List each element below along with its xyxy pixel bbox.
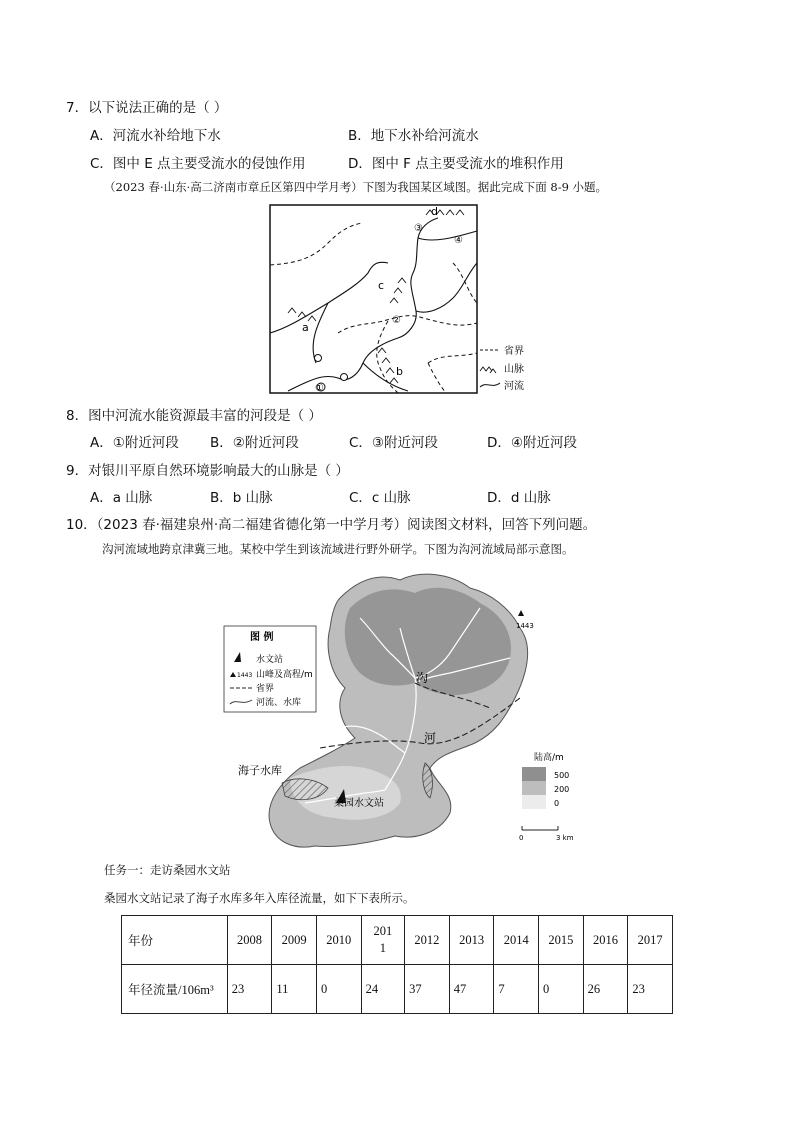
runoff-table (121, 915, 673, 1014)
table-year-cell: 2016 (583, 916, 628, 965)
q7-option-a: A．河流水补给地下水 (90, 128, 221, 144)
map2-legend-station: 水文站 (256, 655, 284, 665)
table-year-cell: 2013 (449, 916, 494, 965)
region-map (268, 203, 540, 396)
table-value-cell: 47 (449, 965, 494, 1014)
intro-8-9: （2023 春·山东·高二济南市章丘区第四中学月考）下图为我国某区域图。据此完成下面 8-9 小题。 (104, 180, 608, 194)
table-year-cell: 2017 (628, 916, 673, 965)
table-header-year: 年份 (122, 916, 228, 965)
map1-label-d: d (431, 205, 438, 218)
map2-legend-title: 图 例 (250, 632, 274, 643)
map2-river-char-2: 河 (424, 731, 437, 745)
table-year-cell: 2014 (494, 916, 539, 965)
table-year-cell: 2015 (539, 916, 584, 965)
q9-stem: 9．对银川平原自然环境影响最大的山脉是（ ） (66, 463, 349, 479)
q7-option-c: C．图中 E 点主要受流水的侵蚀作用 (90, 156, 306, 172)
map2-station-label: 桑园水文站 (334, 798, 384, 809)
table-row-runoff (122, 965, 673, 1014)
table-year-cell: 2012 (405, 916, 450, 965)
map1-point-3: ③ (414, 223, 423, 234)
map1-label-a: a (302, 321, 309, 334)
table-value-cell: 23 (628, 965, 673, 1014)
basin-map (220, 568, 580, 852)
map1-point-1: ① (315, 383, 324, 394)
map2-legend-peak-value: 1443 (237, 672, 253, 679)
q8-option-d: D．④附近河段 (487, 435, 577, 451)
map1-legend-border: 省界 (504, 346, 524, 357)
map2-scale-3km: 3 km (556, 834, 574, 842)
table-value-cell: 24 (361, 965, 405, 1014)
map1-point-4: ④ (454, 235, 463, 246)
q8-option-b: B．②附近河段 (210, 435, 299, 451)
task1-desc: 桑园水文站记录了海子水库多年入库径流量，如下下表所示。 (104, 891, 415, 905)
map2-river-char-1: 沟 (416, 671, 429, 685)
table-value-cell: 26 (583, 965, 628, 1014)
map1-legend-mountain: 山脉 (504, 364, 524, 375)
table-header-runoff: 年径流量/106m³ (122, 965, 228, 1014)
task1-title: 任务一：走访桑园水文站 (104, 863, 231, 877)
map2-legend-peak: 山峰及高程/m (256, 670, 313, 680)
map1-point-2: ② (392, 315, 401, 326)
table-year-cell: 2010 (316, 916, 361, 965)
q8-option-c: C．③附近河段 (349, 435, 439, 451)
table-value-cell: 0 (316, 965, 361, 1014)
q9-option-b: B．b 山脉 (210, 490, 273, 506)
map2-elev-500: 500 (554, 771, 570, 780)
map2-reservoir-label: 海子水库 (238, 764, 282, 777)
map2-legend-river: 河流、水库 (256, 698, 302, 708)
table-year-cell: 201 1 (361, 916, 405, 965)
table-value-cell: 7 (494, 965, 539, 1014)
map2-scale-0: 0 (519, 834, 524, 842)
map1-label-c: c (378, 279, 385, 292)
q8-option-a: A．①附近河段 (90, 435, 179, 451)
q7-option-b: B．地下水补给河流水 (348, 128, 479, 144)
q10-intro: 沟河流域地跨京津冀三地。某校中学生到该流域进行野外研学。下图为沟河流域局部示意图。 (102, 542, 574, 556)
table-year-cell: 2008 (227, 916, 272, 965)
q9-option-a: A．a 山脉 (90, 490, 153, 506)
table-value-cell: 37 (405, 965, 450, 1014)
table-row-years (122, 916, 673, 965)
q8-stem: 8．图中河流水能资源最丰富的河段是（ ） (66, 408, 322, 424)
table-value-cell: 23 (227, 965, 272, 1014)
map1-legend-river: 河流 (504, 381, 524, 392)
table-value-cell: 11 (272, 965, 317, 1014)
table-value-cell: 0 (539, 965, 584, 1014)
q7-option-d: D．图中 F 点主要受流水的堆积作用 (348, 156, 564, 172)
q10-stem: 10．（2023 春·福建泉州·高二福建省德化第一中学月考）阅读图文材料，回答下列问题。 (66, 517, 597, 533)
table-year-cell: 2009 (272, 916, 317, 965)
map2-elev-0: 0 (554, 799, 560, 808)
map2-elev-200: 200 (554, 785, 570, 794)
map2-elev-title: 陆高/m (534, 753, 564, 763)
q9-option-d: D．d 山脉 (487, 490, 551, 506)
map2-peak-value: 1443 (516, 622, 534, 630)
q7-stem: 7．以下说法正确的是（ ） (66, 100, 228, 116)
map1-label-b: b (396, 365, 403, 378)
map2-legend-border: 省界 (256, 684, 275, 694)
q9-option-c: C．c 山脉 (349, 490, 411, 506)
